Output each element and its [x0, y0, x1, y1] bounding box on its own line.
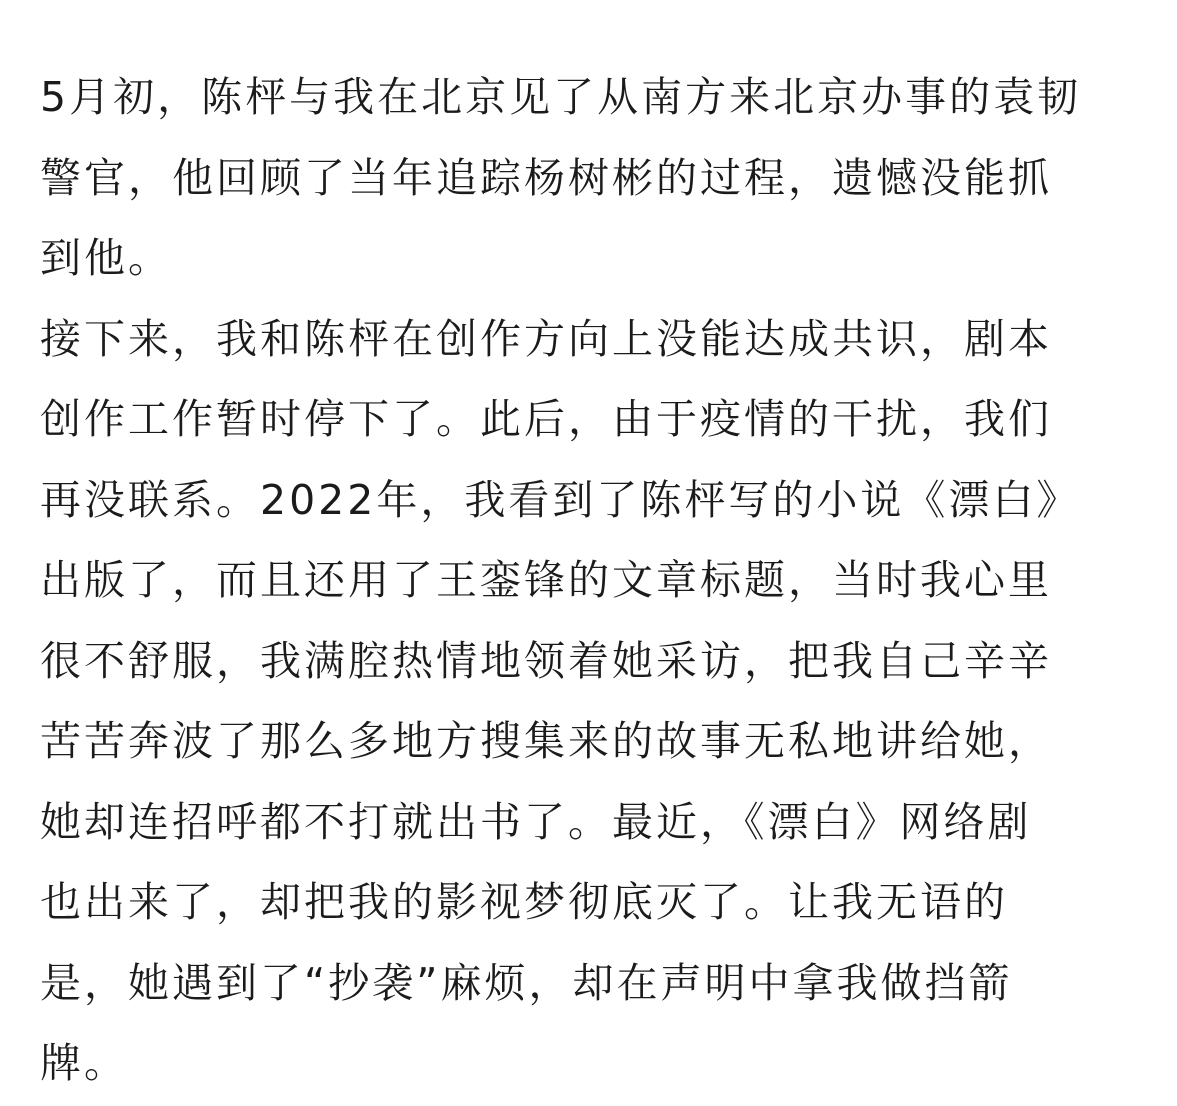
- text-line-9: 苦苦奔波了那么多地方搜集来的故事无私地讲给她，: [40, 717, 1052, 765]
- text-line-4: 接下来，我和陈枰在创作方向上没能达成共识，剧本: [40, 314, 1052, 363]
- article-text: [40, 57, 1150, 1104]
- text-line-7: 出版了，而且还用了王銮锋的文章标题，当时我心里: [40, 556, 1052, 604]
- text-line-12: 是，她遇到了“抄袭”麻烦，却在声明中拿我做挡箭: [40, 958, 1013, 1007]
- text-line-13: 牌。: [40, 1039, 128, 1087]
- text-line-8: 很不舒服，我满腔热情地领着她采访，把我自己辛辛: [40, 636, 1052, 685]
- text-line-2: 警官，他回顾了当年追踪杨树彬的过程，遗憾没能抓: [40, 153, 1052, 202]
- text-line-1: 5月初，陈枰与我在北京见了从南方来北京办事的袁韧: [40, 73, 1082, 121]
- text-line-5: 创作工作暂时停下了。此后，由于疫情的干扰，我们: [40, 395, 1052, 443]
- text-line-6: 再没联系。2022年，我看到了陈枰写的小说《漂白》: [40, 475, 1081, 524]
- text-line-3: 到他。: [40, 234, 172, 282]
- text-line-10: 她却连招呼都不打就出书了。最近，《漂白》网络剧: [40, 797, 1032, 846]
- text-line-11: 也出来了，却把我的影视梦彻底灭了。让我无语的: [40, 878, 1008, 926]
